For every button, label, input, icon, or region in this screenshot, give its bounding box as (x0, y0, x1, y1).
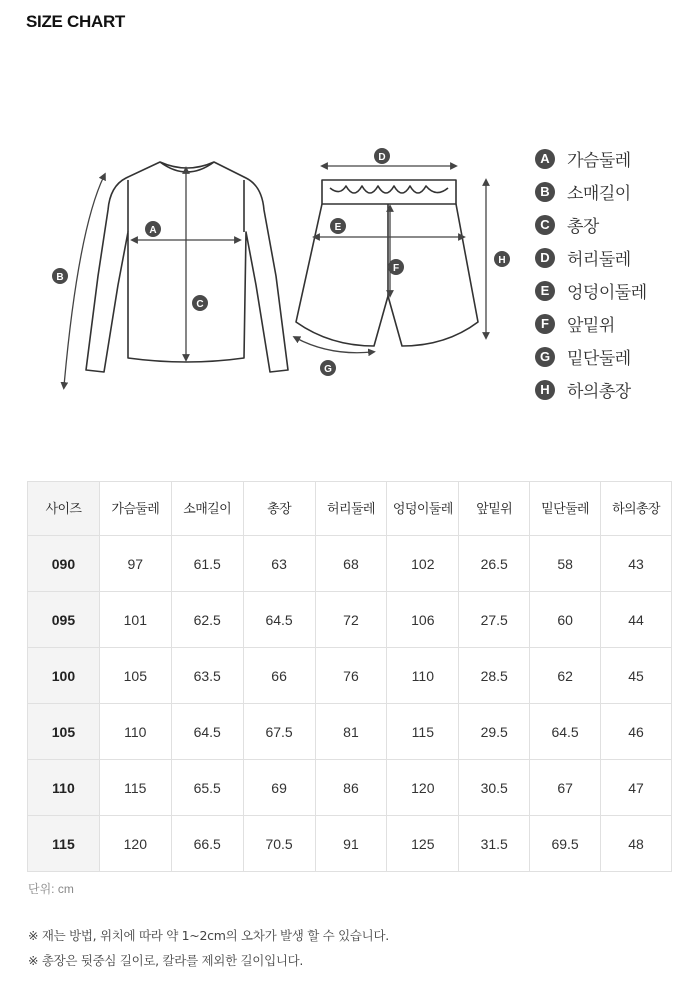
measurement-legend (535, 142, 647, 406)
legend-item (535, 241, 647, 274)
legend-label: 앞밑위 (567, 316, 615, 336)
size-cell: 100 (28, 648, 100, 704)
svg-text:G: G (324, 364, 332, 375)
marker-f (388, 259, 404, 275)
legend-label: 엉덩이둘레 (567, 283, 647, 303)
size-cell: 105 (28, 704, 100, 760)
table-cell: 45 (601, 648, 672, 704)
column-header: 엉덩이둘레 (387, 482, 459, 536)
table-cell: 68 (315, 536, 387, 592)
table-cell: 69.5 (530, 816, 601, 872)
svg-text:D: D (378, 152, 386, 163)
table-cell: 58 (530, 536, 601, 592)
legend-item (535, 142, 647, 175)
measurement-note: ※ 재는 방법, 위치에 따라 약 1~2cm의 오차가 발생 할 수 있습니다. (28, 928, 389, 943)
marker-c (192, 295, 208, 311)
table-cell: 69 (243, 760, 315, 816)
legend-item (535, 340, 647, 373)
table-cell: 76 (315, 648, 387, 704)
table-cell: 62 (530, 648, 601, 704)
table-cell: 29.5 (459, 704, 530, 760)
table-cell: 125 (387, 816, 459, 872)
table-cell: 81 (315, 704, 387, 760)
table-row (28, 704, 672, 760)
table-cell: 66.5 (171, 816, 243, 872)
legend-letter-badge: D (535, 248, 555, 268)
svg-text:F: F (392, 263, 400, 274)
legend-label: 소매길이 (567, 184, 631, 204)
table-cell: 110 (387, 648, 459, 704)
marker-e (330, 218, 346, 234)
svg-text:H: H (498, 255, 506, 266)
table-cell: 60 (530, 592, 601, 648)
legend-item (535, 274, 647, 307)
legend-label: 총장 (567, 217, 599, 237)
table-cell: 63 (243, 536, 315, 592)
table-cell: 105 (99, 648, 171, 704)
table-cell: 101 (99, 592, 171, 648)
table-cell: 47 (601, 760, 672, 816)
top-arrows (64, 170, 238, 386)
column-header: 가슴둘레 (99, 482, 171, 536)
marker-b (52, 268, 68, 284)
table-cell: 97 (99, 536, 171, 592)
table-cell: 30.5 (459, 760, 530, 816)
column-header: 사이즈 (28, 482, 100, 536)
table-cell: 70.5 (243, 816, 315, 872)
table-cell: 106 (387, 592, 459, 648)
table-cell: 48 (601, 816, 672, 872)
legend-label: 하의총장 (567, 382, 631, 402)
table-cell: 64.5 (530, 704, 601, 760)
table-cell: 44 (601, 592, 672, 648)
table-cell: 102 (387, 536, 459, 592)
table-cell: 61.5 (171, 536, 243, 592)
table-cell: 120 (387, 760, 459, 816)
legend-letter-badge: G (535, 347, 555, 367)
table-cell: 65.5 (171, 760, 243, 816)
table-cell: 28.5 (459, 648, 530, 704)
table-cell: 115 (99, 760, 171, 816)
column-header: 앞밑위 (459, 482, 530, 536)
size-cell: 110 (28, 760, 100, 816)
legend-label: 허리둘레 (567, 250, 631, 270)
table-cell: 115 (387, 704, 459, 760)
legend-letter-badge: A (535, 149, 555, 169)
table-cell: 31.5 (459, 816, 530, 872)
legend-letter-badge: F (535, 314, 555, 334)
marker-d (374, 148, 390, 164)
svg-text:B: B (56, 272, 64, 283)
table-cell: 43 (601, 536, 672, 592)
column-header: 밑단둘레 (530, 482, 601, 536)
size-cell: 115 (28, 816, 100, 872)
table-cell: 67 (530, 760, 601, 816)
table-cell: 91 (315, 816, 387, 872)
table-cell: 67.5 (243, 704, 315, 760)
table-row (28, 760, 672, 816)
table-cell: 120 (99, 816, 171, 872)
table-cell: 66 (243, 648, 315, 704)
table-row (28, 536, 672, 592)
legend-letter-badge: H (535, 380, 555, 400)
size-cell: 090 (28, 536, 100, 592)
legend-item (535, 307, 647, 340)
table-cell: 72 (315, 592, 387, 648)
table-cell: 62.5 (171, 592, 243, 648)
size-table (27, 481, 672, 872)
table-row (28, 592, 672, 648)
table-cell: 86 (315, 760, 387, 816)
page-title: SIZE CHART (26, 12, 126, 31)
legend-item (535, 175, 647, 208)
table-cell: 63.5 (171, 648, 243, 704)
shorts-illustration (296, 180, 478, 346)
marker-h (494, 251, 510, 267)
table-row (28, 816, 672, 872)
svg-text:E: E (334, 222, 342, 233)
table-row (28, 648, 672, 704)
legend-letter-badge: C (535, 215, 555, 235)
column-header: 하의총장 (601, 482, 672, 536)
legend-item (535, 373, 647, 406)
column-header: 소매길이 (171, 482, 243, 536)
marker-g (320, 360, 336, 376)
marker-a (145, 221, 161, 237)
unit-note: 단위: cm (28, 882, 74, 896)
svg-text:C: C (196, 299, 204, 310)
legend-label: 가슴둘레 (567, 151, 631, 171)
length-note: ※ 총장은 뒷중심 길이로, 칼라를 제외한 길이입니다. (28, 953, 304, 968)
column-header: 총장 (243, 482, 315, 536)
table-header-row (28, 482, 672, 536)
table-cell: 64.5 (243, 592, 315, 648)
shorts-arrows (296, 166, 486, 353)
svg-text:A: A (149, 225, 157, 236)
top-shirt-illustration (86, 162, 288, 372)
table-cell: 46 (601, 704, 672, 760)
legend-letter-badge: E (535, 281, 555, 301)
table-cell: 64.5 (171, 704, 243, 760)
legend-label: 밑단둘레 (567, 349, 631, 369)
legend-item (535, 208, 647, 241)
table-cell: 26.5 (459, 536, 530, 592)
table-cell: 110 (99, 704, 171, 760)
size-cell: 095 (28, 592, 100, 648)
column-header: 허리둘레 (315, 482, 387, 536)
table-cell: 27.5 (459, 592, 530, 648)
legend-letter-badge: B (535, 182, 555, 202)
